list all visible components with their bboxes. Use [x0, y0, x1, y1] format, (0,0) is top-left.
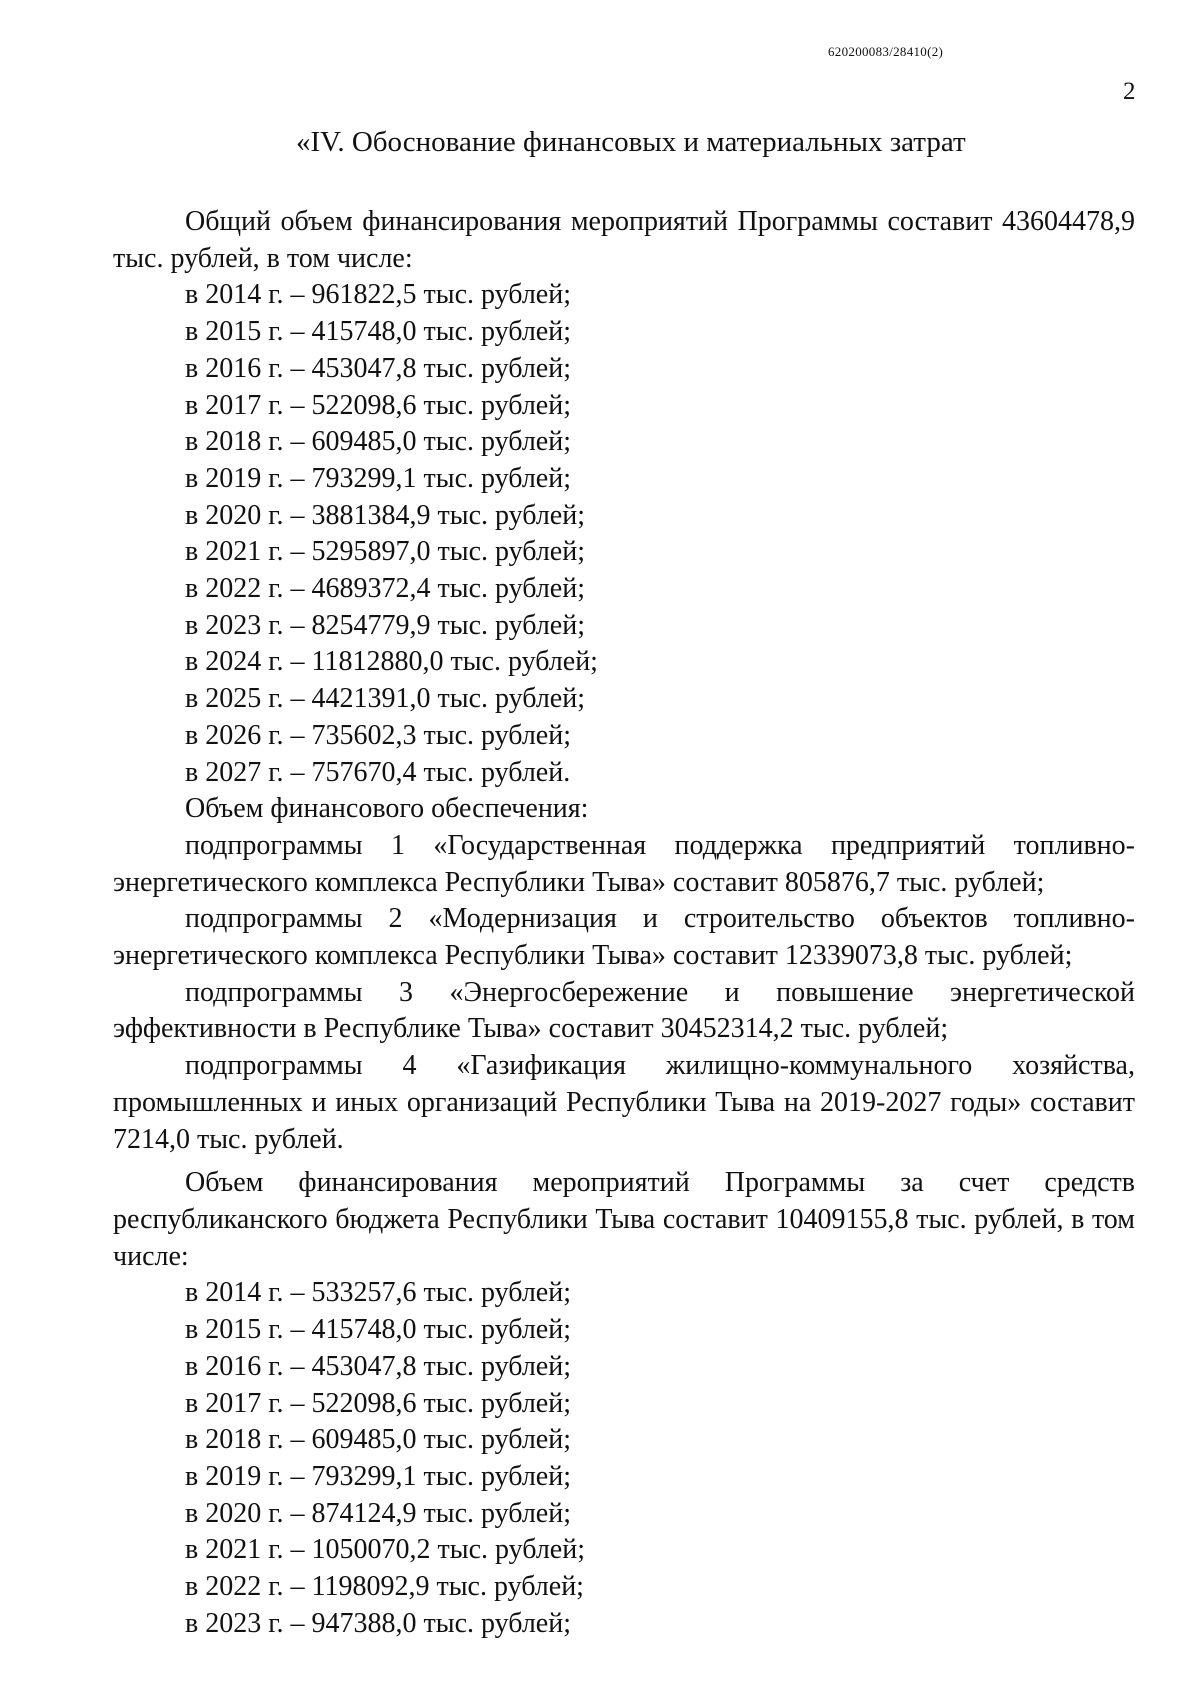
total-funding-paragraph: Общий объем финансирования мероприятий Программы составит 43604478,9 тыс. рублей, в том числе:	[113, 206, 1135, 274]
list-item: в 2018 г. – 609485,0 тыс. рублей;	[185, 1424, 571, 1456]
subprogram-paragraph: подпрограммы 2 «Модернизация и строительство объектов топливно-энергетического комплекса Республики Тыва» составит 12339073,8 тыс. рублей;	[113, 903, 1135, 972]
total-by-year-list	[113, 277, 1135, 791]
republic-budget-paragraph: Объем финансирования мероприятий Программы за счет средств республиканского бюджета Республики Тыва составит 10409155,8 тыс. рублей, в том числе:	[113, 1167, 1135, 1272]
list-item: в 2016 г. – 453047,8 тыс. рублей;	[185, 1350, 571, 1382]
list-item: в 2022 г. – 1198092,9 тыс. рублей;	[185, 1571, 584, 1603]
list-item: в 2018 г. – 609485,0 тыс. рублей;	[185, 426, 571, 458]
subprogram-paragraph: подпрограммы 4 «Газификация жилищно-коммунального хозяйства, промышленных и иных организаций Республики Тыва на 2019-2027 годы» составит 7214,0 тыс. рублей.	[113, 1050, 1135, 1155]
list-item: в 2023 г. – 947388,0 тыс. рублей;	[185, 1607, 571, 1639]
list-item: в 2021 г. – 1050070,2 тыс. рублей;	[185, 1534, 585, 1566]
list-item: в 2019 г. – 793299,1 тыс. рублей;	[185, 462, 571, 494]
republic-by-year-list	[113, 1275, 1135, 1642]
funding-intro: Объем финансового обеспечения:	[185, 793, 589, 825]
subprogram-list	[113, 828, 1135, 1158]
list-item: в 2015 г. – 415748,0 тыс. рублей;	[185, 316, 571, 348]
list-item: в 2019 г. – 793299,1 тыс. рублей;	[185, 1460, 571, 1492]
list-item: в 2022 г. – 4689372,4 тыс. рублей;	[185, 573, 585, 605]
list-item: в 2014 г. – 533257,6 тыс. рублей;	[185, 1277, 571, 1309]
list-item: в 2015 г. – 415748,0 тыс. рублей;	[185, 1314, 571, 1346]
list-item: в 2016 г. – 453047,8 тыс. рублей;	[185, 352, 571, 384]
section-heading: «IV. Обоснование финансовых и материальных затрат	[296, 126, 966, 158]
paragraph-gap	[113, 1158, 1135, 1165]
page-number: 2	[1123, 78, 1136, 105]
list-item: в 2021 г. – 5295897,0 тыс. рублей;	[185, 536, 585, 568]
list-item: в 2017 г. – 522098,6 тыс. рублей;	[185, 1387, 571, 1419]
document-body	[113, 204, 1135, 1642]
list-item: в 2026 г. – 735602,3 тыс. рублей;	[185, 719, 571, 751]
document-id: 620200083/28410(2)	[828, 44, 944, 59]
list-item: в 2023 г. – 8254779,9 тыс. рублей;	[185, 609, 585, 641]
subprogram-paragraph: подпрограммы 3 «Энергосбережение и повышение энергетической эффективности в Республике Тыва» составит 30452314,2 тыс. рублей;	[113, 976, 1135, 1045]
list-item: в 2020 г. – 874124,9 тыс. рублей;	[185, 1497, 571, 1529]
list-item: в 2020 г. – 3881384,9 тыс. рублей;	[185, 499, 585, 531]
list-item: в 2024 г. – 11812880,0 тыс. рублей;	[185, 646, 598, 678]
subprogram-paragraph: подпрограммы 1 «Государственная поддержка предприятий топливно-энергетического комплекса Республики Тыва» составит 805876,7 тыс. рублей;	[113, 829, 1135, 898]
list-item: в 2025 г. – 4421391,0 тыс. рублей;	[185, 683, 585, 715]
list-item: в 2014 г. – 961822,5 тыс. рублей;	[185, 279, 571, 311]
list-item: в 2017 г. – 522098,6 тыс. рублей;	[185, 389, 571, 421]
list-item: в 2027 г. – 757670,4 тыс. рублей.	[185, 756, 571, 788]
